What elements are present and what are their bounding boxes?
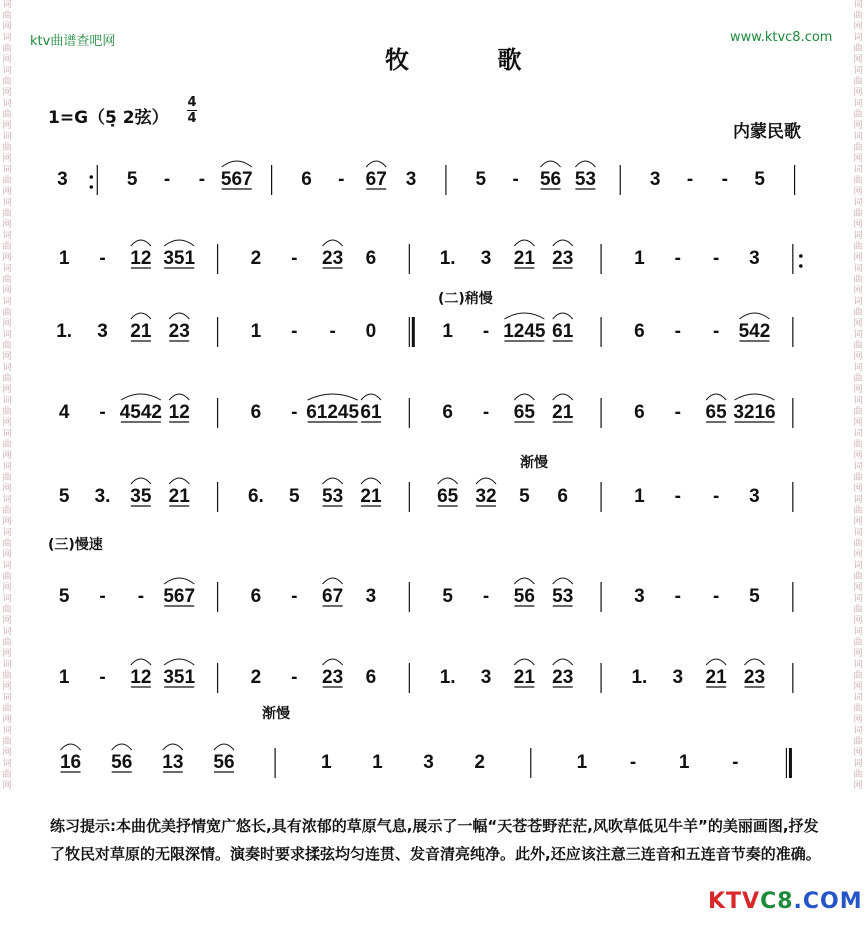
- score-row: [59, 659, 793, 693]
- note-group: -: [99, 667, 106, 688]
- slur: [169, 394, 189, 400]
- logo-c8: C8: [760, 889, 794, 914]
- slur: [112, 744, 132, 750]
- note-group: 5: [519, 486, 530, 507]
- note-group: 3: [405, 169, 417, 190]
- note-group: 5: [288, 486, 300, 507]
- note-group: -: [674, 586, 681, 607]
- note-group: 3: [634, 586, 645, 607]
- note-group: 1: [58, 248, 70, 269]
- note-group: 1: [372, 752, 383, 773]
- note-group: -: [712, 486, 720, 507]
- practice-tips: [50, 812, 825, 868]
- note-group: -: [629, 752, 637, 773]
- note-group: 1: [320, 752, 332, 773]
- site-url-label: www.ktvc8.com: [730, 30, 833, 45]
- slur: [222, 161, 252, 167]
- tips-text: 本曲优美抒情宽广悠长,具有浓郁的草原气息,展示了一幅“天苍苍野茫茫,风吹草低见牛羊”的美丽画图,抒发了牧民对草原的无限深情。演奏时要求揉弦均匀连贯、发音清亮纯净。此外,还应该注意三连音和五连音节奏的准确。: [50, 817, 821, 863]
- tempo-mark-2: 渐慢: [262, 706, 290, 722]
- slur: [121, 394, 161, 400]
- note-group: -: [674, 321, 681, 342]
- note-group: -: [338, 169, 345, 190]
- note-group: 6: [250, 402, 262, 423]
- note-group: 1: [634, 248, 645, 269]
- note-group: -: [674, 402, 681, 423]
- song-title: 牧 歌: [385, 45, 562, 74]
- note-group: 3.: [94, 486, 111, 507]
- note-group: -: [712, 321, 720, 342]
- slur: [739, 313, 769, 319]
- note-group: -: [291, 248, 298, 269]
- note-group: 5: [126, 169, 138, 190]
- slur: [514, 240, 534, 246]
- note-group: 65: [513, 402, 535, 423]
- slur: [541, 161, 561, 167]
- note-group: -: [99, 402, 106, 423]
- note-group: 23: [322, 667, 344, 688]
- slur: [164, 240, 194, 246]
- repeat-dot: [799, 264, 803, 268]
- slur: [553, 659, 573, 665]
- slur: [553, 394, 573, 400]
- slur: [323, 659, 343, 665]
- note-group: 21: [360, 486, 382, 507]
- note-group: 23: [168, 321, 190, 342]
- note-group: 6: [634, 321, 645, 342]
- note-group: 1.: [56, 321, 73, 342]
- note-group: 12: [130, 248, 152, 269]
- note-group: 53: [322, 486, 344, 507]
- note-group: 3: [672, 667, 684, 688]
- note-group: 23: [322, 248, 344, 269]
- slur: [164, 659, 194, 665]
- note-group: 567: [220, 169, 253, 190]
- note-group: 56: [111, 752, 133, 773]
- note-group: -: [686, 169, 694, 190]
- note-group: -: [674, 248, 681, 269]
- note-group: -: [291, 321, 298, 342]
- logo-com: .COM: [793, 889, 863, 914]
- note-group: -: [291, 586, 298, 607]
- slur: [553, 578, 573, 584]
- right-watermark-strip: 词 曲 网 词 曲 网 词 曲 网 词 曲 网 词 曲 网 词 曲 网 词 曲 网 词 曲 网 词 曲 网 词 曲 网 词 曲 网 词 曲 网 词 曲 网 词 曲 网 词 曲 网 词 曲 网 词 曲 网 词 曲 网 词 曲 网 词 曲 网 词 曲 网 词 曲 网 词 曲 网 词 曲 网: [853, 0, 863, 791]
- tempo-mark-1: 渐慢: [520, 455, 548, 471]
- note-group: 3216: [733, 402, 776, 423]
- score-row: [56, 313, 793, 347]
- slur: [361, 478, 381, 484]
- note-group: 6: [442, 402, 453, 423]
- note-group: 5: [475, 169, 487, 190]
- note-group: 21: [130, 321, 152, 342]
- note-group: 21: [513, 667, 535, 688]
- note-group: -: [329, 321, 336, 342]
- section-3-label: (三)慢速: [48, 537, 103, 553]
- score-row: [59, 478, 793, 512]
- note-group: 0: [365, 321, 377, 342]
- logo-ktv: KTV: [708, 889, 761, 914]
- note-group: 16: [59, 752, 82, 773]
- key-signature: 1=G（5̣ 2弦）: [48, 108, 169, 128]
- slur: [553, 240, 573, 246]
- slur: [476, 478, 496, 484]
- slur: [163, 744, 183, 750]
- note-group: 1: [250, 321, 262, 342]
- note-group: 5: [754, 169, 765, 190]
- note-group: 1: [442, 321, 453, 342]
- note-group: 3: [649, 169, 661, 190]
- left-watermark-strip: 词 曲 网 词 曲 网 词 曲 网 词 曲 网 词 曲 网 词 曲 网 词 曲 网 词 曲 网 词 曲 网 词 曲 网 词 曲 网 词 曲 网 词 曲 网 词 曲 网 词 曲 网 词 曲 网 词 曲 网 词 曲 网 词 曲 网 词 曲 网 词 曲 网 词 曲 网 词 曲 网 词 曲 网: [2, 0, 12, 791]
- slur: [744, 659, 764, 665]
- note-group: 1: [678, 752, 690, 773]
- score-row: [60, 744, 790, 778]
- note-group: 1245: [503, 321, 546, 342]
- slur: [164, 578, 194, 584]
- note-group: 53: [552, 586, 574, 607]
- note-group: 12: [168, 402, 190, 423]
- note-group: 3: [480, 667, 492, 688]
- slur: [131, 659, 151, 665]
- slur: [131, 313, 151, 319]
- slur: [514, 394, 534, 400]
- note-group: 3: [749, 486, 760, 507]
- note-group: 6.: [247, 486, 264, 507]
- note-group: 6: [301, 169, 312, 190]
- song-origin: 内蒙民歌: [733, 122, 801, 142]
- slur: [131, 240, 151, 246]
- slur: [553, 313, 573, 319]
- note-group: 5: [58, 586, 70, 607]
- score-row: [59, 578, 793, 612]
- tips-label: 练习提示:: [50, 817, 116, 835]
- note-group: 35: [130, 486, 152, 507]
- note-group: 65: [437, 486, 459, 507]
- note-group: 3: [749, 248, 760, 269]
- note-group: 542: [738, 321, 771, 342]
- slur: [366, 161, 386, 167]
- score-row: [59, 240, 803, 274]
- note-group: 61: [552, 321, 574, 342]
- note-group: 2: [250, 667, 262, 688]
- note-group: 567: [163, 586, 196, 607]
- note-group: -: [291, 402, 298, 423]
- note-group: -: [99, 586, 106, 607]
- slur: [575, 161, 595, 167]
- note-group: 53: [574, 169, 596, 190]
- slur: [214, 744, 234, 750]
- slur: [61, 744, 81, 750]
- note-group: -: [712, 586, 720, 607]
- slur: [323, 478, 343, 484]
- note-group: -: [137, 586, 145, 607]
- note-group: 2: [474, 752, 485, 773]
- note-group: 1.: [439, 667, 456, 688]
- note-group: 6: [365, 667, 377, 688]
- note-group: -: [712, 248, 720, 269]
- note-group: 61245: [306, 402, 360, 423]
- repeat-dot: [799, 254, 803, 258]
- note-group: 3: [57, 169, 68, 190]
- note-group: 23: [552, 248, 574, 269]
- note-group: -: [482, 586, 490, 607]
- note-group: 1: [576, 752, 588, 773]
- note-group: -: [482, 321, 490, 342]
- slur: [734, 394, 774, 400]
- slur: [308, 394, 358, 400]
- note-group: 23: [552, 667, 574, 688]
- slur: [514, 578, 534, 584]
- note-group: 351: [163, 667, 196, 688]
- note-group: 3: [97, 321, 108, 342]
- note-group: 32: [475, 486, 497, 507]
- note-group: -: [482, 402, 490, 423]
- note-group: 351: [163, 248, 196, 269]
- note-group: 23: [743, 667, 766, 688]
- note-group: 56: [513, 586, 535, 607]
- note-group: 6: [634, 402, 645, 423]
- note-group: -: [291, 667, 298, 688]
- note-group: 4542: [119, 402, 163, 423]
- note-group: 21: [168, 486, 190, 507]
- slur: [131, 478, 151, 484]
- note-group: 1.: [439, 248, 456, 269]
- note-group: 12: [130, 667, 152, 688]
- section-2-label: (二)稍慢: [438, 291, 493, 307]
- slur: [438, 478, 458, 484]
- note-group: 65: [705, 402, 727, 423]
- time-top: 4: [187, 95, 197, 110]
- note-group: 6: [250, 586, 262, 607]
- note-group: 3: [423, 752, 434, 773]
- note-group: 6: [365, 248, 377, 269]
- note-group: 21: [513, 248, 535, 269]
- note-group: -: [163, 169, 171, 190]
- note-group: -: [732, 752, 739, 773]
- score-row: [57, 161, 794, 195]
- site-logo: [708, 889, 863, 914]
- note-group: 1: [634, 486, 645, 507]
- slur: [169, 313, 189, 319]
- score-row: [59, 394, 793, 428]
- note-group: -: [721, 169, 729, 190]
- note-group: 5: [442, 586, 453, 607]
- note-group: 3: [365, 586, 377, 607]
- slur: [514, 659, 534, 665]
- note-group: 67: [322, 586, 344, 607]
- site-name-label: ktv曲谱查吧网: [30, 34, 116, 49]
- time-bottom: 4: [187, 111, 197, 126]
- note-group: 21: [705, 667, 727, 688]
- note-group: 67: [365, 169, 387, 190]
- note-group: 1: [58, 667, 70, 688]
- note-group: -: [512, 169, 519, 190]
- note-group: 2: [250, 248, 262, 269]
- repeat-dot: [89, 175, 93, 179]
- note-group: 5: [58, 486, 70, 507]
- note-group: -: [674, 486, 681, 507]
- note-group: 61: [360, 402, 382, 423]
- slur: [323, 240, 343, 246]
- note-group: 56: [539, 169, 562, 190]
- slur: [361, 394, 381, 400]
- slur: [323, 578, 343, 584]
- note-group: 5: [749, 586, 760, 607]
- repeat-dot: [89, 185, 93, 189]
- note-group: 13: [162, 752, 184, 773]
- note-group: 4: [58, 402, 70, 423]
- slur: [706, 394, 726, 400]
- note-group: -: [99, 248, 106, 269]
- note-group: -: [198, 169, 206, 190]
- slur: [706, 659, 726, 665]
- note-group: 6: [557, 486, 569, 507]
- note-group: 3: [480, 248, 492, 269]
- slur: [169, 478, 189, 484]
- note-group: 1.: [631, 667, 648, 688]
- note-group: 21: [552, 402, 574, 423]
- slur: [504, 313, 544, 319]
- note-group: 56: [213, 752, 235, 773]
